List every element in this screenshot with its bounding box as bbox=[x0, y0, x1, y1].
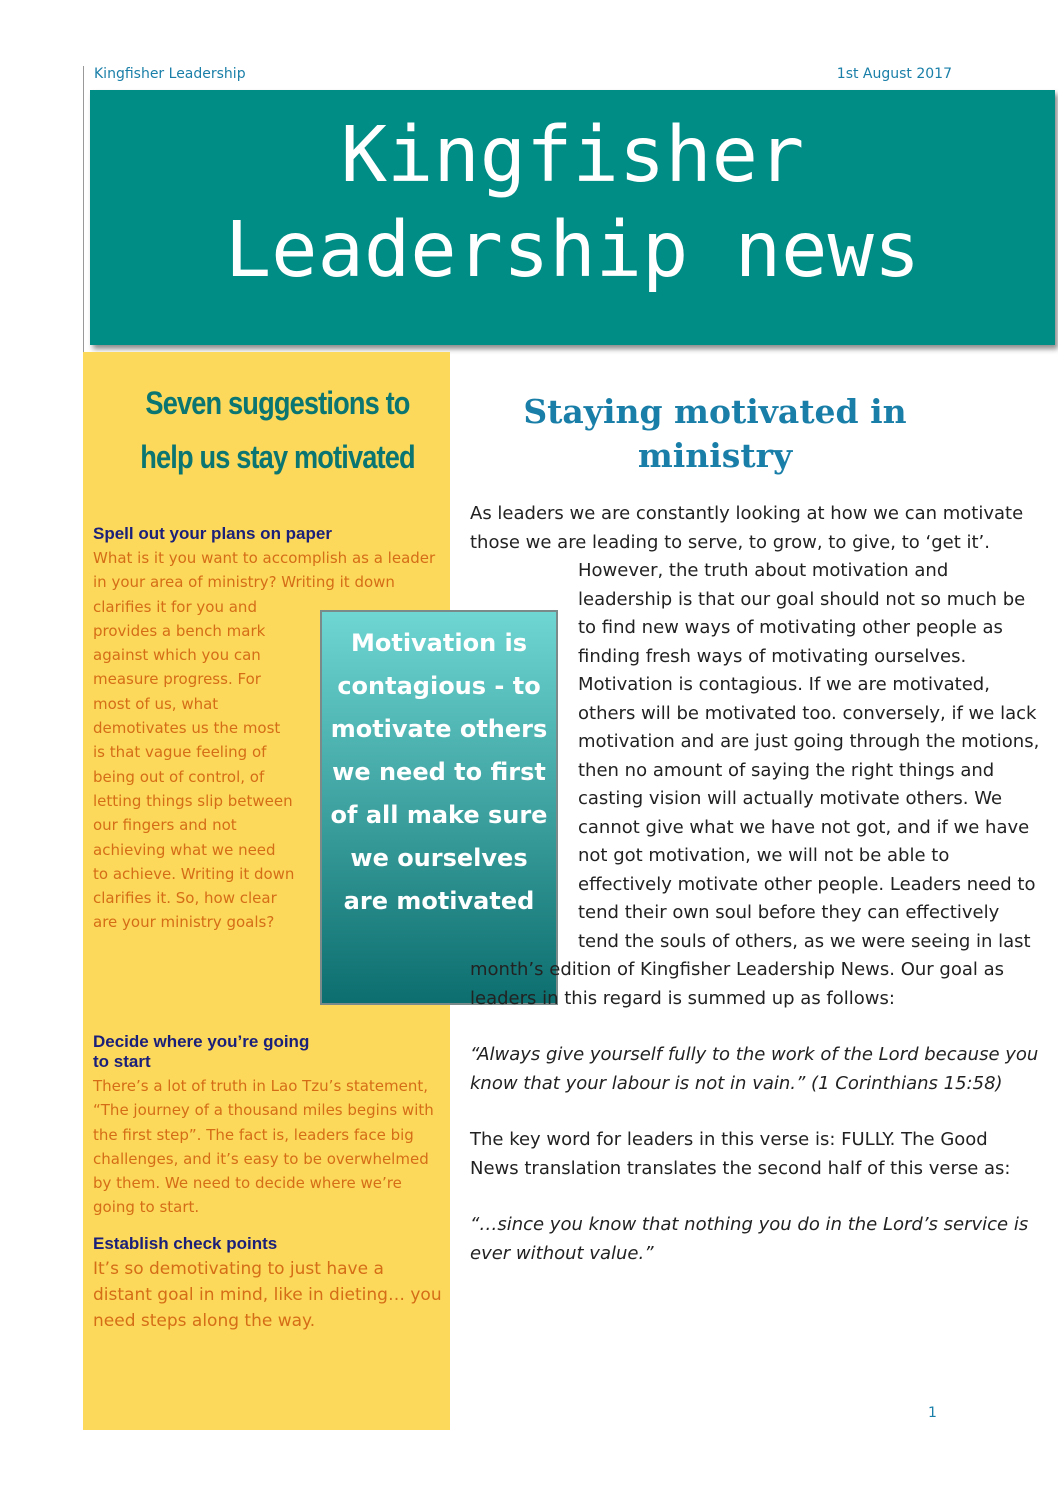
page-number: 1 bbox=[928, 1405, 937, 1421]
sidebar-title: Seven suggestions to help us stay motivated bbox=[140, 385, 415, 475]
masthead-line-1: Kingfisher bbox=[340, 111, 805, 200]
article-title: Staying motivated in ministry bbox=[523, 392, 907, 475]
scripture-quote: “Always give yourself fully to the work of the Lord because you know that your labour is not in vain.” (1 Corinthians 15:58) bbox=[470, 1044, 1039, 1094]
scripture-quote: “…since you know that nothing you do in the Lord’s service is ever without value.” bbox=[470, 1214, 1029, 1264]
section-body: What is it you want to accomplish as a leader in your area of ministry? Writing it down clarifies it for you and provides a bench mark against which you can measure progress. For most of us, what demotivates us the most is that vague feeling of being out of control, of letting things slip between our fingers and not achieving what we need to achieve. Writing it down clarifies it. So, how clear are your ministry goals? bbox=[93, 549, 436, 932]
section-heading: Spell out your plans on paper bbox=[93, 524, 332, 543]
article-paragraph: As leaders we are constantly looking at how we can motivate those we are leading to serve, to grow, to give, to ‘get it’. However, the truth about motivation and leadership is that our goal should not so much be to find new ways of motivating other people as finding fresh ways of motivating ourselves. Motivation is contagious. If we are motivated, others will be motivated too. conversely, if we lack motivation and are just going through the motions, then no amount of saying the right things and casting vision will actually motivate others. We cannot give what we have not got, and if we have not got motivation, we will not be able to effectively motivate other people. Leaders need to tend their own soul before they can effectively tend the souls of others, as we were seeing in last month’s edition of Kingfisher Leadership News. Our goal as leaders in this regard is summed up as follows: bbox=[470, 503, 1040, 1009]
header-publication: Kingfisher Leadership bbox=[94, 66, 246, 82]
section-heading: Decide where you’re going to start bbox=[93, 1032, 310, 1071]
section-body: There’s a lot of truth in Lao Tzu’s statement, “The journey of a thousand miles begins with the first step”. The fact is, leaders face big challenges, and it’s easy to be overwhelmed by them. We need to decide where we’re going to start. bbox=[93, 1077, 434, 1217]
article-paragraph: The key word for leaders in this verse is: FULLY. The Good News translation translates the second half of this verse as: bbox=[470, 1129, 1011, 1179]
article bbox=[470, 390, 1040, 1296]
masthead-banner bbox=[90, 90, 1055, 345]
header-date: 1st August 2017 bbox=[836, 66, 952, 82]
section-heading: Establish check points bbox=[93, 1233, 278, 1253]
pull-quote: Motivation is contagious - to motivate others we need to first of all make sure we ourselves are motivated bbox=[320, 610, 558, 1005]
masthead-line-2: Leadership news bbox=[224, 206, 921, 295]
section-body: It’s so demotivating to just have a distant goal in mind, like in dieting… you need steps along the way. bbox=[93, 1258, 442, 1331]
